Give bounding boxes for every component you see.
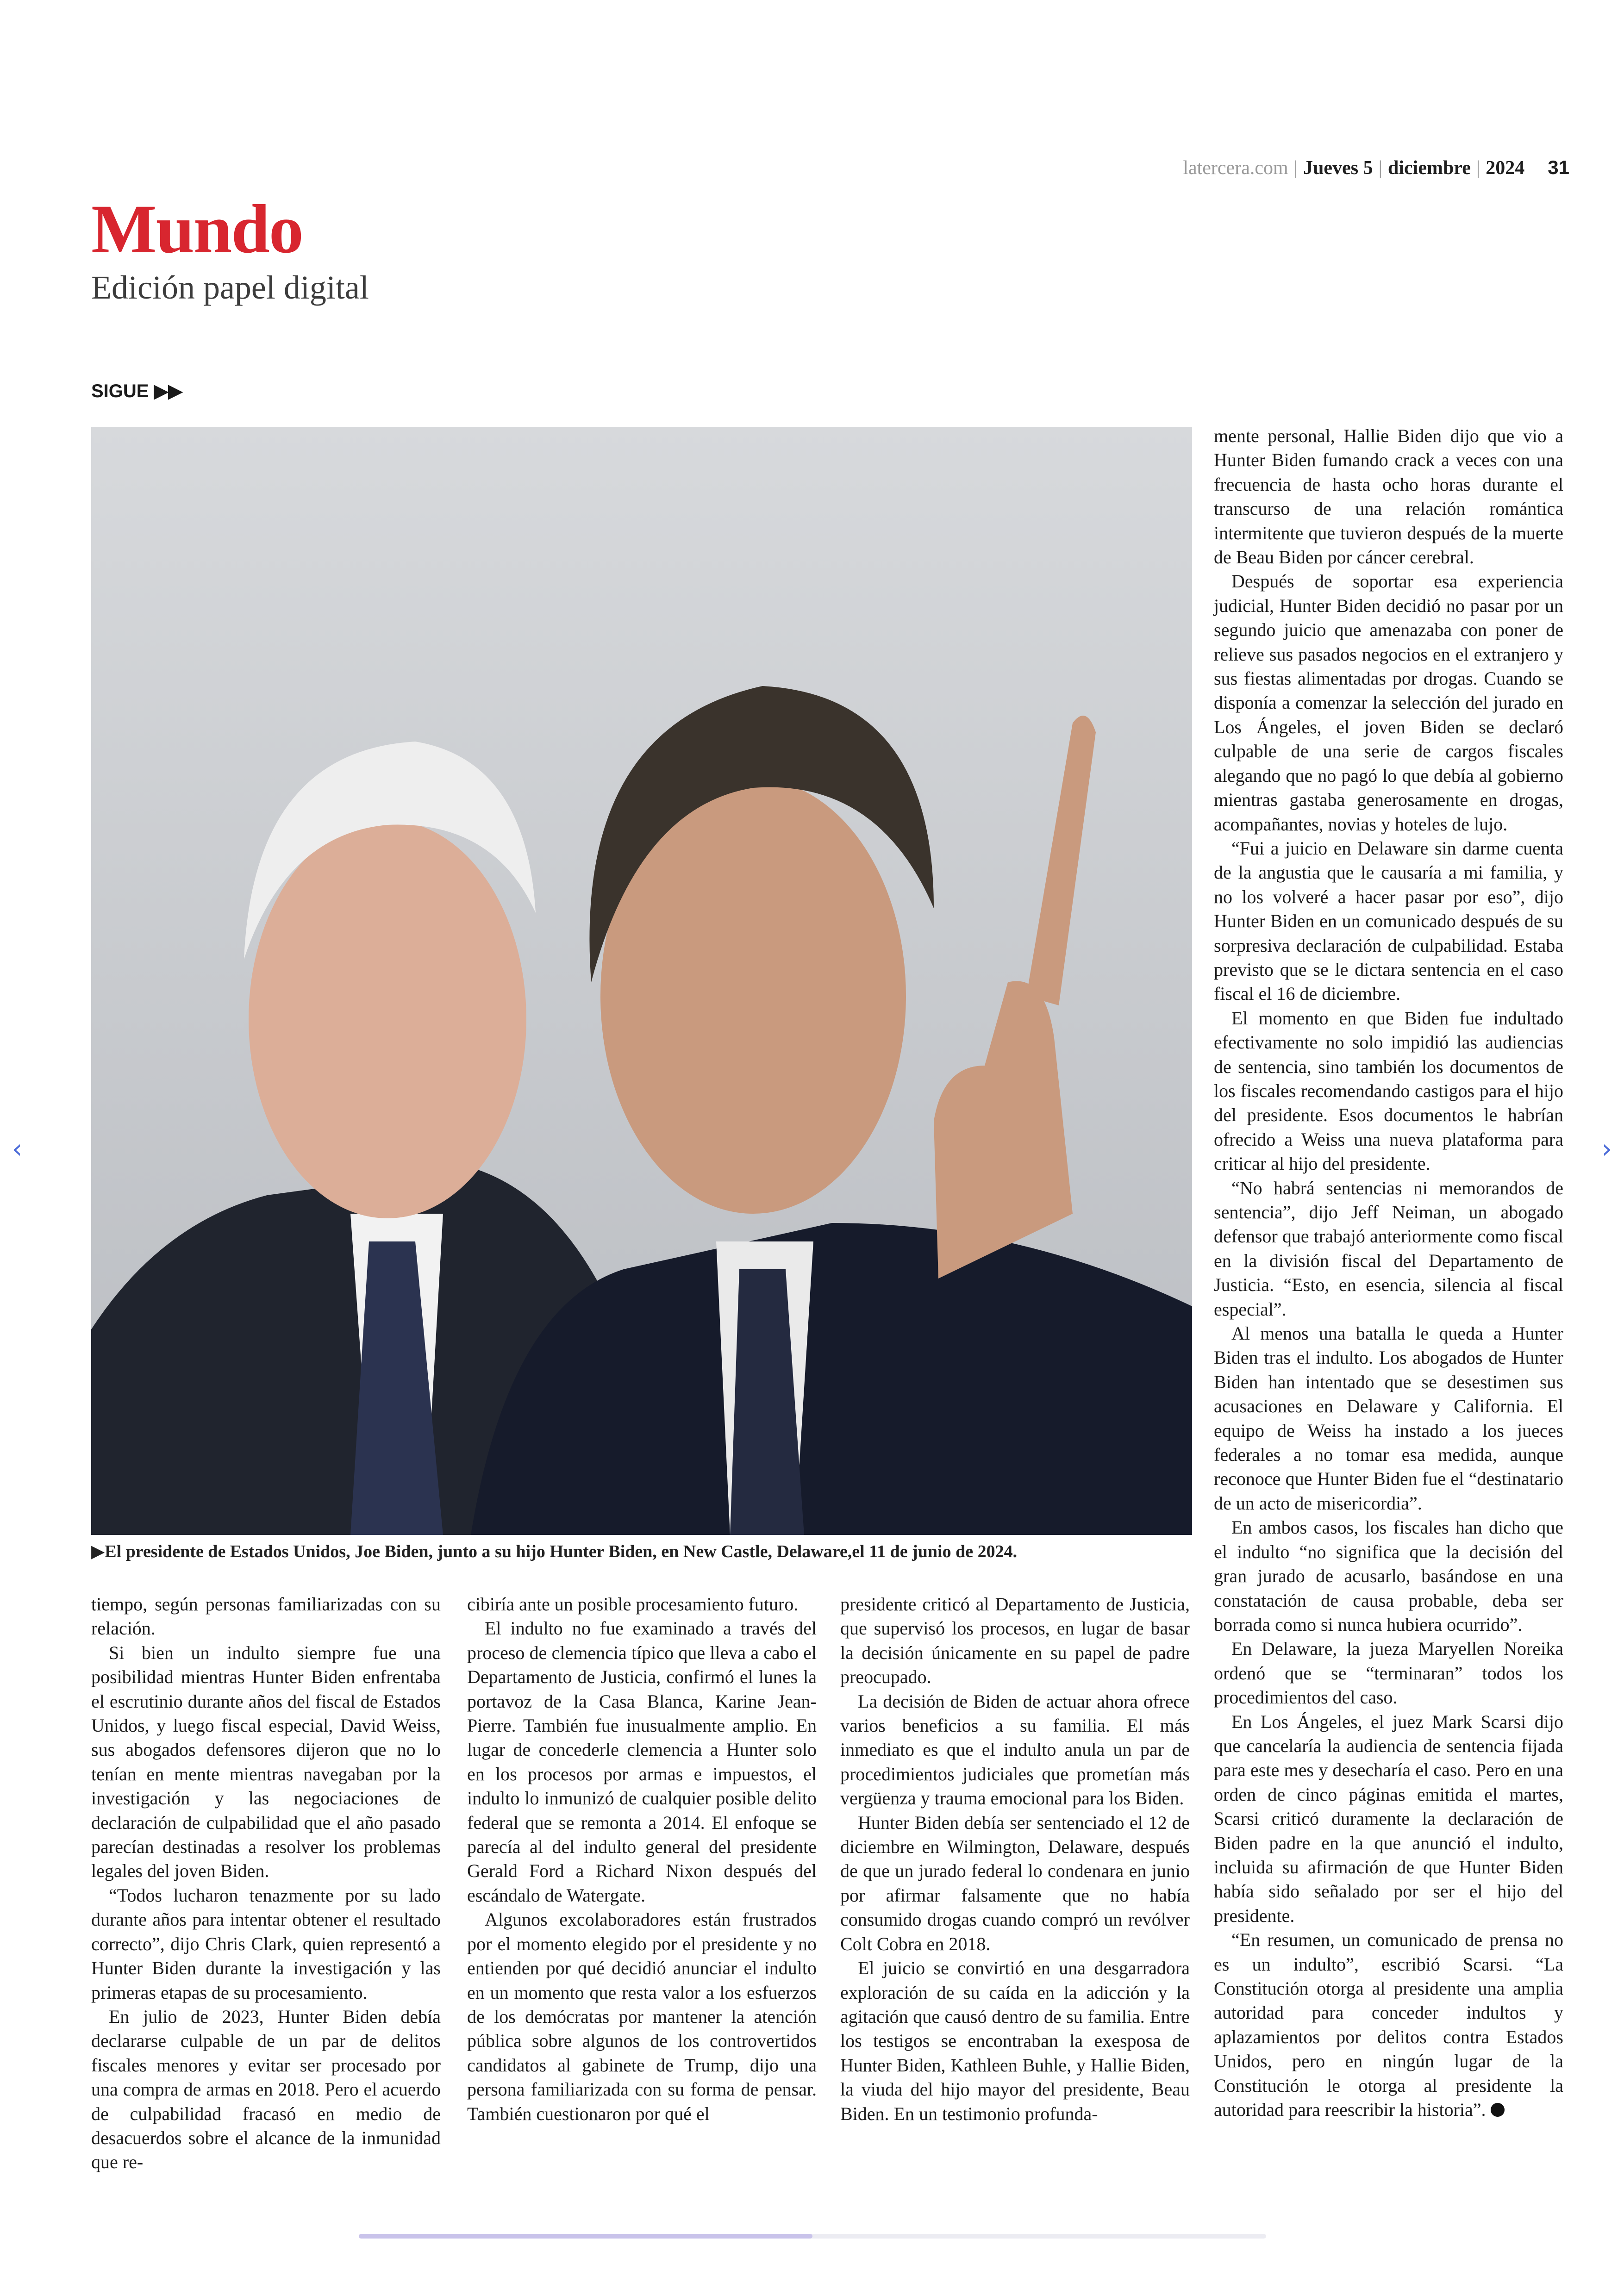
paragraph: Si bien un indulto siempre fue una posibilidad mientras Hunter Biden enfrentaba el escrutinio durante años del fiscal de Estados Unidos, y luego fiscal especial, David Weiss, sus abogados defensores dijeron que no lo tenían en mente mientras navegaban por la investigación y las negociaciones de declaración de culpabilidad que el año pasado parecían destinadas a resolver los problemas legales del joven Biden. [91,1642,441,1882]
paragraph: Después de soportar esa experiencia judicial, Hunter Biden decidió no pasar por un segundo juicio que amenazaba con poner de relieve sus pasados negocios en el extranjero y sus fiestas alimentadas por drogas. Cuando se disponía a comenzar la selección del jurado en Los Ángeles, el joven Biden se declaró culpable de una serie de cargos fiscales alegando que no pagó lo que debía al gobierno mientras gastaba generosamente en drogas, acompañantes, novias y hoteles de lujo. [1214,571,1563,835]
paragraph: Hunter Biden debía ser sentenciado el 12 de diciembre en Wilmington, Delaware, después de que un jurado federal lo condenara en junio por afirmar falsamente que no había consumido drogas cuando compró un revólver Colt Cobra en 2018. [840,1812,1190,1954]
issue-month: diciembre [1388,157,1471,179]
paragraph: La decisión de Biden de actuar ahora ofrece varios beneficios a su familia. El más inmediato es que el indulto anula un par de procedimientos judiciales que prometían más vergüenza y trauma emocional para los Biden. [840,1690,1190,1809]
paragraph: presidente criticó al Departamento de Justicia, que supervisó los procesos, en lugar de basar la decisión únicamente en su papel de padre preocupado. [840,1594,1190,1688]
reading-progress-bar[interactable] [359,2234,1266,2239]
page-number: 31 [1548,156,1569,178]
chevron-right-icon: › [1601,1134,1612,1164]
paragraph: En Delaware, la jueza Maryellen Noreika ordenó que se “terminaran” todos los procedimientos del caso. [1214,1638,1563,1708]
issue-day: Jueves 5 [1303,157,1373,179]
chevron-left-icon: ‹ [12,1134,23,1164]
article-column-3 [840,1592,1190,2126]
paragraph: En Los Ángeles, el juez Mark Scarsi dijo que cancelaría la audiencia de sentencia fijada para este mes y desecharía el caso. Pero en una orden de cinco páginas emitida el martes, Scarsi criticó duramente la declaración de Biden padre en la que anunció el indulto, incluida su afirmación de que Hunter Biden había sido señalado por ser el hijo del presidente. [1214,1711,1563,1926]
reading-progress-fill [359,2234,812,2239]
divider: | [1293,157,1298,179]
section-title: Mundo [91,191,303,268]
paragraph: mente personal, Hallie Biden dijo que vio a Hunter Biden fumando crack a veces con una frecuencia de hasta ocho horas durante el transcurso de una relación romántica intermitente que tuvieron después de la muerte de Beau Biden por cáncer cerebral. [1214,425,1563,568]
article-photo [91,427,1192,1535]
article-column-1 [91,1592,441,2175]
previous-page-button[interactable] [6,1133,29,1166]
section-subtitle: Edición papel digital [91,269,369,306]
paragraph: “No habrá sentencias ni memorandos de sentencia”, dijo Jeff Neiman, un abogado defensor que trabajó anteriormente como fiscal en la división fiscal del Departamento de Justicia. “Esto, en esencia, silencia al fiscal especial”. [1214,1177,1563,1320]
paragraph: En ambos casos, los fiscales han dicho que el indulto “no significa que la decisión del gran jurado de acusarlo, basándose en una constatación de causa probable, deba ser borrada como si nunca hubiera ocurrido”. [1214,1517,1563,1635]
paragraph: tiempo, según personas familiarizadas con su relación. [91,1594,441,1639]
paragraph [1214,1928,1563,2122]
article-column-4 [1214,424,1563,2122]
paragraph: Algunos excolaboradores están frustrados por el momento elegido por el presidente y no entienden por qué decidió anunciar el indulto en un momento que resta valor a los esfuerzos de los demócratas por mantener la atención pública sobre algunos de los controvertidos candidatos al gabinete de Trump, dijo una persona familiarizada con su forma de pensar. También cuestionaron por qué el [467,1909,817,2124]
photo-caption: ▶El presidente de Estados Unidos, Joe Biden, junto a su hijo Hunter Biden, en New Castle, Delaware,el 11 de junio de 2024. [91,1542,1018,1561]
site-name: latercera.com [1183,157,1288,179]
paragraph-text: “En resumen, un comunicado de prensa no es un indulto”, escribió Scarsi. “La Constitución otorga al presidente una amplia autoridad para conceder indultos y aplazamientos por delitos contra Estados Unidos, pero en ningún lugar de la Constitución le otorga al presidente la autoridad para reescribir la historia”. [1214,1929,1563,2120]
end-mark-icon [1491,2103,1505,2117]
next-page-button[interactable] [1595,1133,1618,1166]
continued-kicker: SIGUE ▶▶ [91,381,183,401]
paragraph: En julio de 2023, Hunter Biden debía declararse culpable de un par de delitos fiscales menores y evitar ser procesado por una compra de armas en 2018. Pero el acuerdo de culpabilidad fracasó en medio de desacuerdos sobre el alcance de la inmunidad que re- [91,2006,441,2173]
paragraph: El momento en que Biden fue indultado efectivamente no solo impidió las audiencias de sentencia, sino también los documentos de los fiscales recomendando castigos para el hijo del presidente. Esos documentos le habrían ofrecido a Weiss una nueva plataforma para criticar al hijo del presidente. [1214,1007,1563,1174]
divider: | [1378,157,1382,179]
paragraph: Al menos una batalla le queda a Hunter Biden tras el indulto. Los abogados de Hunter Biden han intentado que se desestimen sus acusaciones en Delaware y California. El equipo de Weiss ha instado a los jueces federales a no tomar esa medida, aunque reconoce que Hunter Biden fue el “destinatario de un acto de misericordia”. [1214,1323,1563,1514]
issue-year: 2024 [1486,157,1525,179]
paragraph: El indulto no fue examinado a través del proceso de clemencia típico que lleva a cabo el Departamento de Justicia, confirmó el lunes la portavoz de la Casa Blanca, Karine Jean-Pierre. También fue inusualmente amplio. En lugar de concederle clemencia a Hunter solo en los procesos por armas e impuestos, el indulto lo inmunizó de cualquier posible delito federal que se remonta a 2014. El enfoque se parecía al del indulto general del presidente Gerald Ford a Richard Nixon después del escándalo de Watergate. [467,1618,817,1906]
paragraph: “Todos lucharon tenazmente por su lado durante años para intentar obtener el resultado correcto”, dijo Chris Clark, quien representó a Hunter Biden durante la investigación y las primeras etapas de su procesamiento. [91,1884,441,2003]
divider: | [1476,157,1480,179]
paragraph: “Fui a juicio en Delaware sin darme cuenta de la angustia que le causaría a mi familia, y no los volveré a hacer pasar por eso”, dijo Hunter Biden en un comunicado después de su sorpresiva declaración de culpabilidad. Estaba previsto que se le dictara sentencia en el caso fiscal el 16 de diciembre. [1214,837,1563,1004]
page-folio [1183,156,1569,179]
paragraph: cibiría ante un posible procesamiento futuro. [467,1594,799,1615]
paragraph: El juicio se convirtió en una desgarradora exploración de su caída en la adicción y la agitación que causó dentro de su familia. Entre los testigos se encontraban la exesposa de Hunter Biden, Kathleen Buhle, y Hallie Biden, la viuda del hijo mayor del presidente, Beau Biden. En un testimonio profunda- [840,1958,1190,2124]
article-column-2 [467,1592,817,2126]
